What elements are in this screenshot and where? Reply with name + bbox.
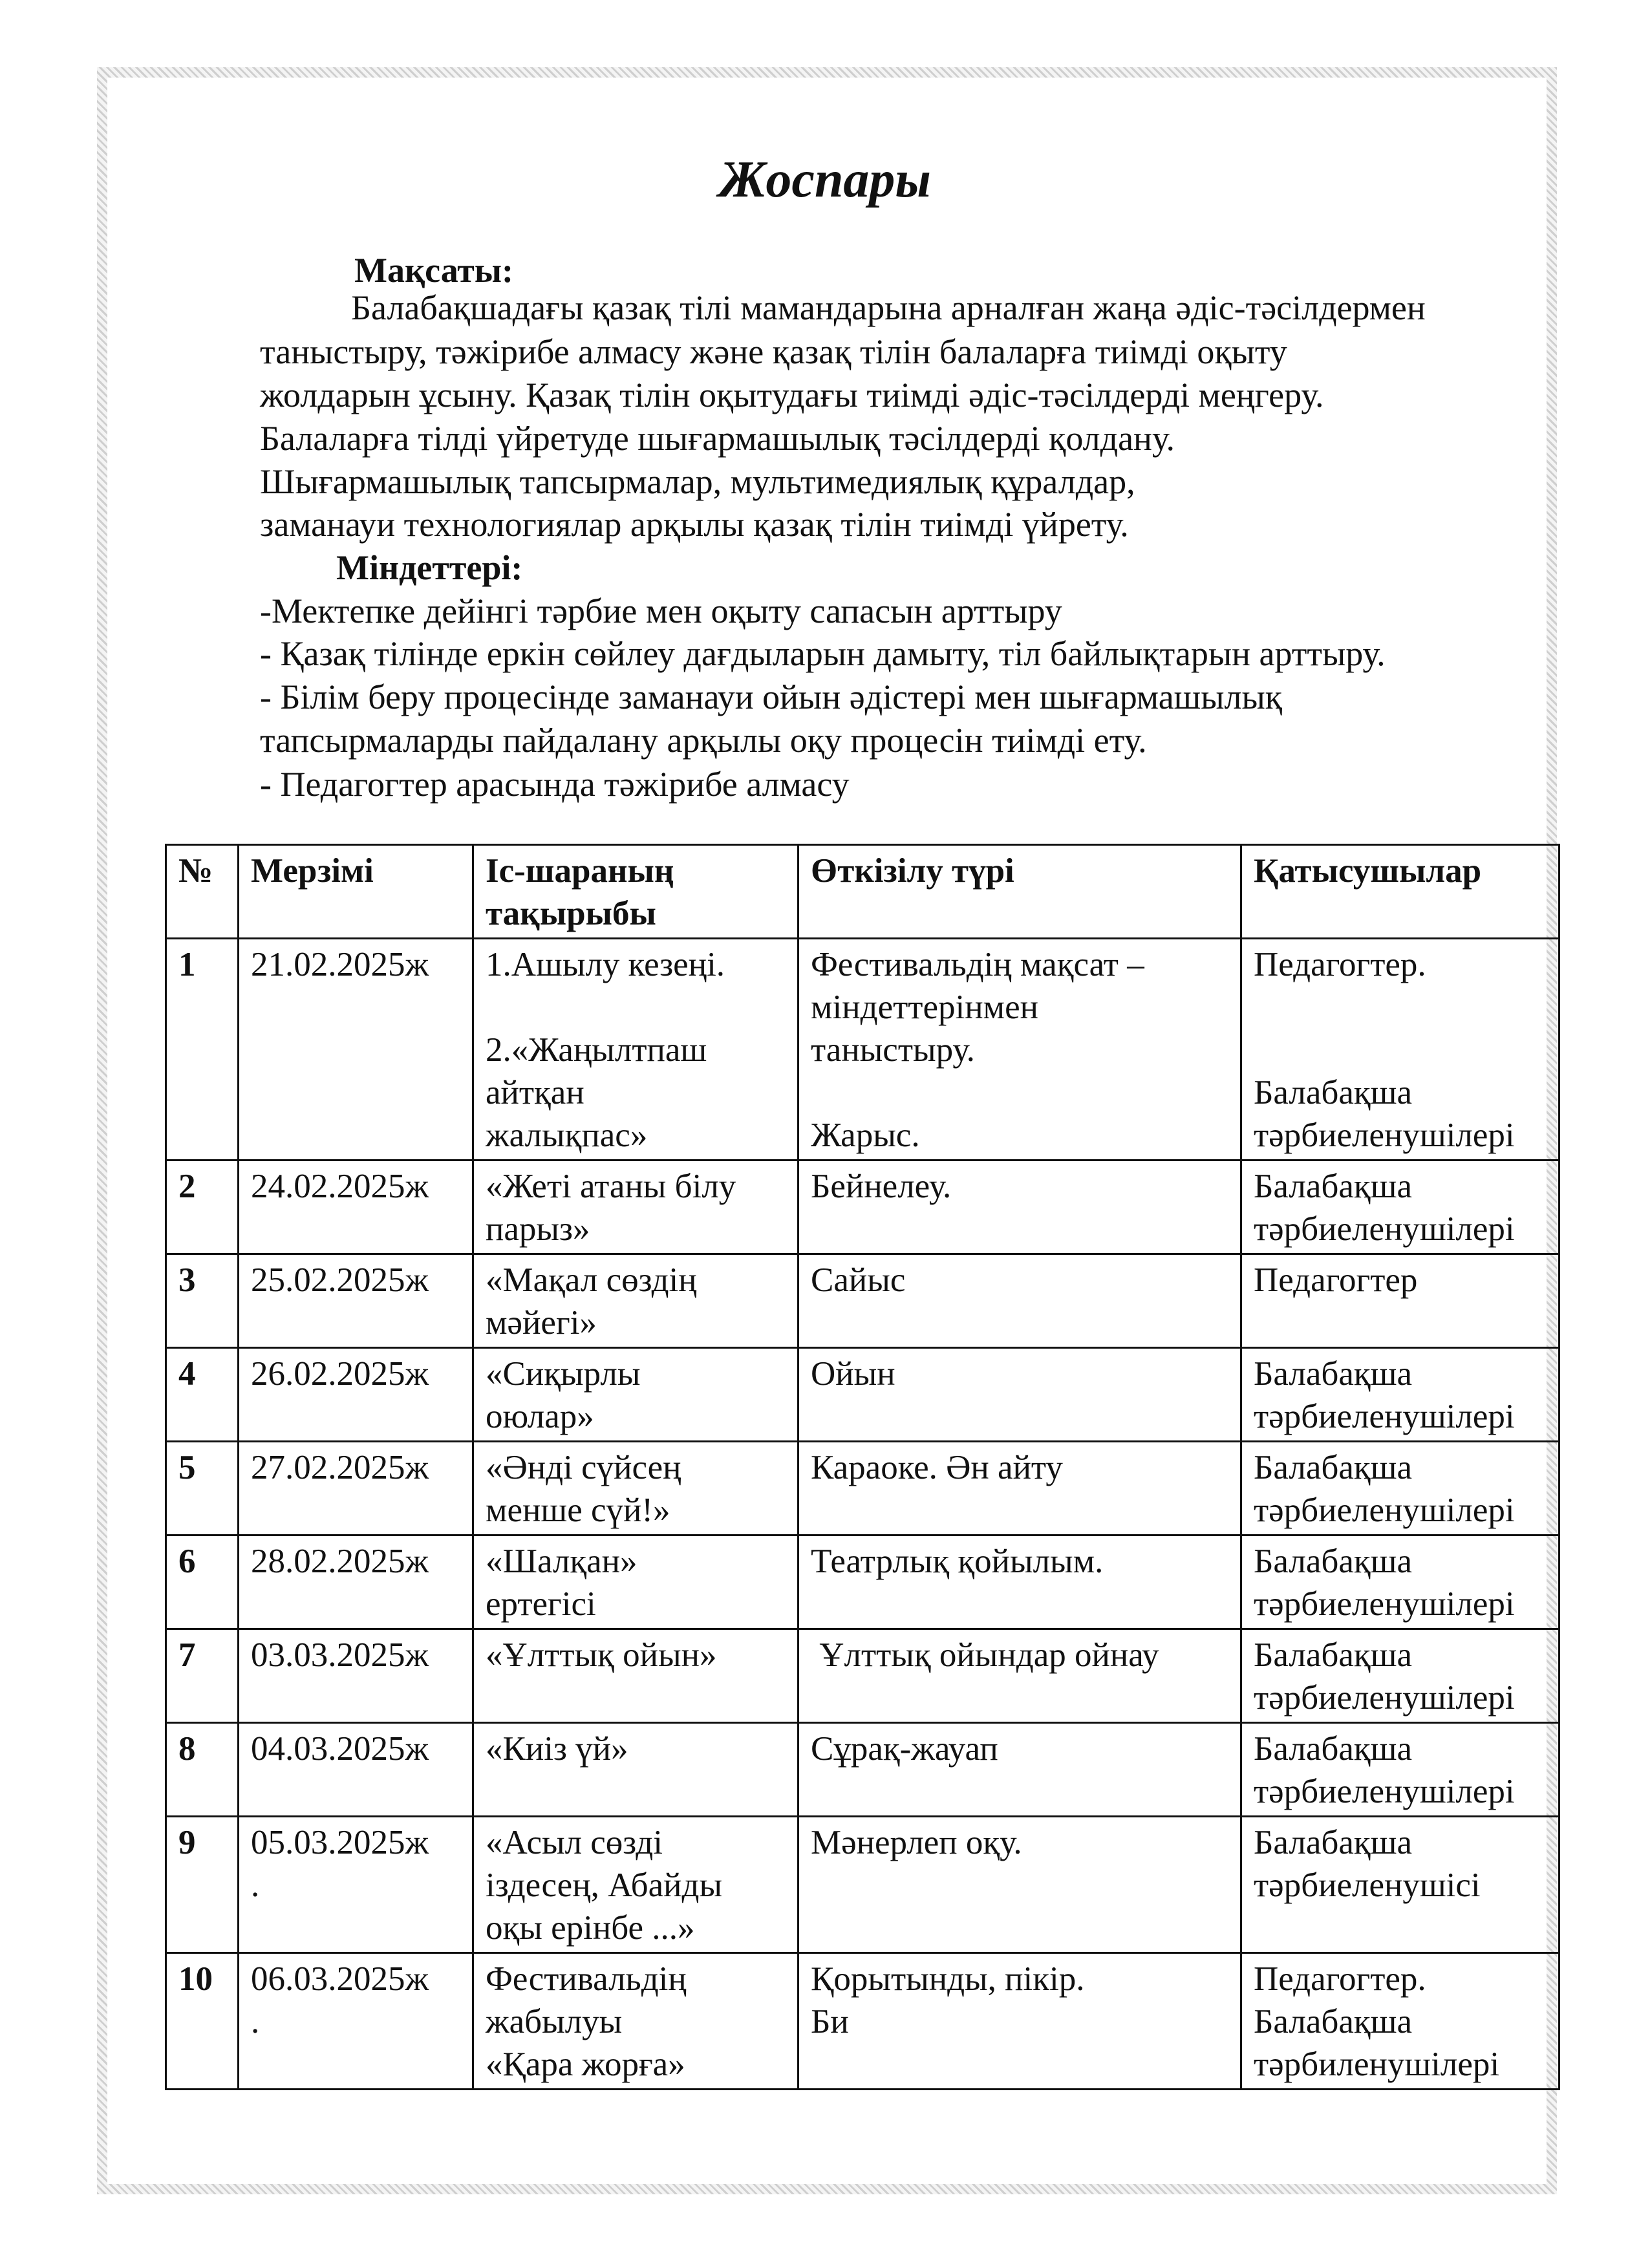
blank-line	[1254, 1029, 1547, 1071]
row-topic-line: «Киіз үй»	[486, 1730, 628, 1768]
goal-line: жолдарын ұсыну. Қазақ тілін оқытудағы тиімді әдіс-тәсілдерді меңгеру.	[260, 376, 1324, 414]
row-participants-line: Педагогтер	[1254, 1261, 1418, 1299]
row-topic-line: «Қара жорға»	[486, 2046, 685, 2083]
row-topic-line: «Асыл сөзді	[486, 1824, 663, 1861]
row-date: 24.02.2025ж	[239, 1161, 473, 1254]
table-row	[166, 1723, 1559, 1817]
row-participants-line: тәрбиеленушісі	[1254, 1867, 1481, 1904]
task-line: тапсырмаларды пайдалану арқылы оқу процесін тиімді ету.	[260, 721, 1147, 760]
row-topic-line: «Әнді сүйсең	[486, 1449, 681, 1486]
table-row	[166, 1953, 1559, 2090]
row-topic-line: жалықпас»	[486, 1117, 648, 1154]
plan-table	[165, 844, 1560, 2090]
row-topic-line: іздесең, Абайды	[486, 1867, 723, 1904]
row-topic	[473, 1535, 798, 1629]
row-participants-line: Педагогтер.	[1254, 1960, 1426, 1998]
row-num: 1	[166, 939, 239, 1161]
row-participants-line: тәрбиеленушілері	[1254, 1679, 1515, 1717]
row-topic-line: парыз»	[486, 1210, 590, 1248]
goal-line: Шығармашылық тапсырмалар, мультимедиялық құралдар,	[260, 462, 1135, 501]
row-type	[798, 1723, 1241, 1817]
row-date-suffix: .	[251, 2003, 260, 2040]
row-participants-line: Балабақша	[1254, 1636, 1412, 1674]
row-participants	[1241, 1723, 1559, 1817]
goal-line: Балаларға тілді үйретуде шығармашылық тәсілдерді қолдану.	[260, 419, 1175, 458]
row-participants	[1241, 1629, 1559, 1723]
table-row	[166, 1348, 1559, 1442]
row-participants-line: тәрбиеленушілері	[1254, 1398, 1515, 1435]
row-type-line: Сұрақ-жауап	[811, 1730, 998, 1768]
row-type	[798, 1442, 1241, 1535]
header-participants: Қатысушылар	[1241, 845, 1559, 939]
row-type-line: Караоке. Ән айту	[811, 1449, 1063, 1486]
row-participants-line: Балабақша	[1254, 1449, 1412, 1486]
row-topic-line: 1.Ашылу кезеңі.	[486, 946, 725, 983]
row-type-line: Жарыс.	[811, 1117, 920, 1154]
row-type-line: Бейнелеу.	[811, 1168, 952, 1205]
row-date: 28.02.2025ж	[239, 1535, 473, 1629]
row-participants-line: тәрбиленушілері	[1254, 2046, 1500, 2083]
row-topic	[473, 1629, 798, 1723]
row-num: 10	[166, 1953, 239, 2090]
row-type	[798, 1629, 1241, 1723]
row-participants-line: Балабақша	[1254, 1824, 1412, 1861]
row-participants	[1241, 1348, 1559, 1442]
row-type	[798, 1348, 1241, 1442]
row-date	[239, 1953, 473, 2090]
row-participants	[1241, 1953, 1559, 2090]
row-topic-line: оқы ерінбе ...»	[486, 1909, 695, 1947]
row-participants-line: Педагогтер.	[1254, 946, 1426, 983]
goal-line: Балабақшадағы қазақ тілі мамандарына арналған жаңа әдіс-тәсілдермен	[351, 288, 1426, 327]
row-participants-line: Балабақша	[1254, 1730, 1412, 1768]
row-type-line: міндеттерінмен	[811, 989, 1038, 1026]
row-type	[798, 1254, 1241, 1348]
row-topic-line: 2.«Жаңылтпаш	[486, 1031, 707, 1069]
row-date-suffix: .	[251, 1867, 260, 1904]
row-participants-line: Балабақша	[1254, 1168, 1412, 1205]
header-num: №	[166, 845, 239, 939]
row-date: 04.03.2025ж	[239, 1723, 473, 1817]
row-topic	[473, 1953, 798, 2090]
row-topic-line: жабылуы	[486, 2003, 623, 2040]
task-line: - Қазақ тілінде еркін сөйлеу дағдыларын дамыту, тіл байлықтарын арттыру.	[260, 634, 1386, 673]
row-type-line: Ұлттық ойындар ойнау	[811, 1636, 1159, 1674]
row-topic-line: «Шалқан»	[486, 1543, 638, 1580]
row-topic	[473, 1723, 798, 1817]
table-row	[166, 1535, 1559, 1629]
row-type-line: Сайыс	[811, 1261, 906, 1299]
row-participants	[1241, 1535, 1559, 1629]
row-type	[798, 1161, 1241, 1254]
row-topic	[473, 1817, 798, 1953]
blank-line	[1254, 986, 1547, 1029]
row-num: 6	[166, 1535, 239, 1629]
row-participants-line: тәрбиеленушілері	[1254, 1210, 1515, 1248]
tasks-heading: Міндеттері:	[336, 548, 523, 587]
row-participants-line: Балабақша	[1254, 1074, 1412, 1111]
blank-line	[811, 1071, 1228, 1114]
row-type-line: Мәнерлеп оқу.	[811, 1824, 1022, 1861]
row-date: 27.02.2025ж	[239, 1442, 473, 1535]
row-participants	[1241, 1817, 1559, 1953]
row-type-line: Би	[811, 2003, 849, 2040]
blank-line	[486, 986, 786, 1029]
header-topic-line: тақырыбы	[486, 895, 656, 932]
row-topic	[473, 1254, 798, 1348]
table-header-row	[166, 845, 1559, 939]
row-date: 26.02.2025ж	[239, 1348, 473, 1442]
row-date	[239, 1817, 473, 1953]
row-participants-line: Балабақша	[1254, 1355, 1412, 1393]
row-participants-line: тәрбиеленушілері	[1254, 1117, 1515, 1154]
table-row	[166, 1817, 1559, 1953]
row-topic-line: айтқан	[486, 1074, 584, 1111]
row-num: 5	[166, 1442, 239, 1535]
row-topic	[473, 939, 798, 1161]
table-row	[166, 1161, 1559, 1254]
row-num: 8	[166, 1723, 239, 1817]
row-topic-line: оюлар»	[486, 1398, 594, 1435]
row-topic-line: менше сүй!»	[486, 1492, 670, 1529]
row-type-line: таныстыру.	[811, 1031, 975, 1069]
row-num: 2	[166, 1161, 239, 1254]
row-topic	[473, 1442, 798, 1535]
table-row	[166, 1254, 1559, 1348]
row-topic-line: ертегісі	[486, 1585, 596, 1623]
row-type-line: Театрлық қойылым.	[811, 1543, 1104, 1580]
row-topic	[473, 1348, 798, 1442]
row-participants-line: тәрбиеленушілері	[1254, 1585, 1515, 1623]
row-topic-line: «Жеті атаны білу	[486, 1168, 736, 1205]
row-date: 25.02.2025ж	[239, 1254, 473, 1348]
row-topic-line: мәйегі»	[486, 1304, 597, 1342]
row-type	[798, 1953, 1241, 2090]
task-line: - Педагогтер арасында тәжірибе алмасу	[260, 765, 850, 804]
row-type	[798, 939, 1241, 1161]
header-type: Өткізілу түрі	[798, 845, 1241, 939]
row-topic	[473, 1161, 798, 1254]
row-topic-line: Фестивальдің	[486, 1960, 687, 1998]
row-num: 7	[166, 1629, 239, 1723]
goal-line: таныстыру, тәжірибе алмасу және қазақ тілін балаларға тиімді оқыту	[260, 332, 1287, 371]
row-date-line: 05.03.2025ж	[251, 1824, 429, 1861]
row-participants	[1241, 1254, 1559, 1348]
row-participants-line: тәрбиеленушілері	[1254, 1773, 1515, 1810]
header-topic	[473, 845, 798, 939]
table-row	[166, 1442, 1559, 1535]
row-num: 3	[166, 1254, 239, 1348]
row-date: 03.03.2025ж	[239, 1629, 473, 1723]
row-date: 21.02.2025ж	[239, 939, 473, 1161]
row-participants	[1241, 1161, 1559, 1254]
row-date-line: 06.03.2025ж	[251, 1960, 429, 1998]
task-line: - Білім беру процесінде заманауи ойын әдістері мен шығармашылық	[260, 678, 1283, 716]
goal-heading: Мақсаты:	[354, 251, 513, 290]
row-participants-line: Балабақша	[1254, 2003, 1412, 2040]
row-type-line: Ойын	[811, 1355, 895, 1393]
goal-line: заманауи технологиялар арқылы қазақ тілін тиімді үйрету.	[260, 505, 1129, 544]
row-participants-line: Балабақша	[1254, 1543, 1412, 1580]
row-type-line: Қорытынды, пікір.	[811, 1960, 1085, 1998]
row-type	[798, 1817, 1241, 1953]
task-line: -Мектепке дейінгі тәрбие мен оқыту сапасын арттыру	[260, 592, 1062, 630]
row-num: 9	[166, 1817, 239, 1953]
row-topic-line: «Ұлттық ойын»	[486, 1636, 717, 1674]
row-type-line: Фестивальдің мақсат –	[811, 946, 1144, 983]
row-participants-line: тәрбиеленушілері	[1254, 1492, 1515, 1529]
row-participants	[1241, 1442, 1559, 1535]
header-date: Мерзімі	[239, 845, 473, 939]
row-topic-line: «Мақал сөздің	[486, 1261, 697, 1299]
row-topic-line: «Сиқырлы	[486, 1355, 641, 1393]
table-row	[166, 939, 1559, 1161]
table-row	[166, 1629, 1559, 1723]
row-participants	[1241, 939, 1559, 1161]
page-title: Жоспары	[719, 151, 931, 208]
header-topic-line: Іс-шараның	[486, 852, 674, 890]
row-num: 4	[166, 1348, 239, 1442]
row-type	[798, 1535, 1241, 1629]
